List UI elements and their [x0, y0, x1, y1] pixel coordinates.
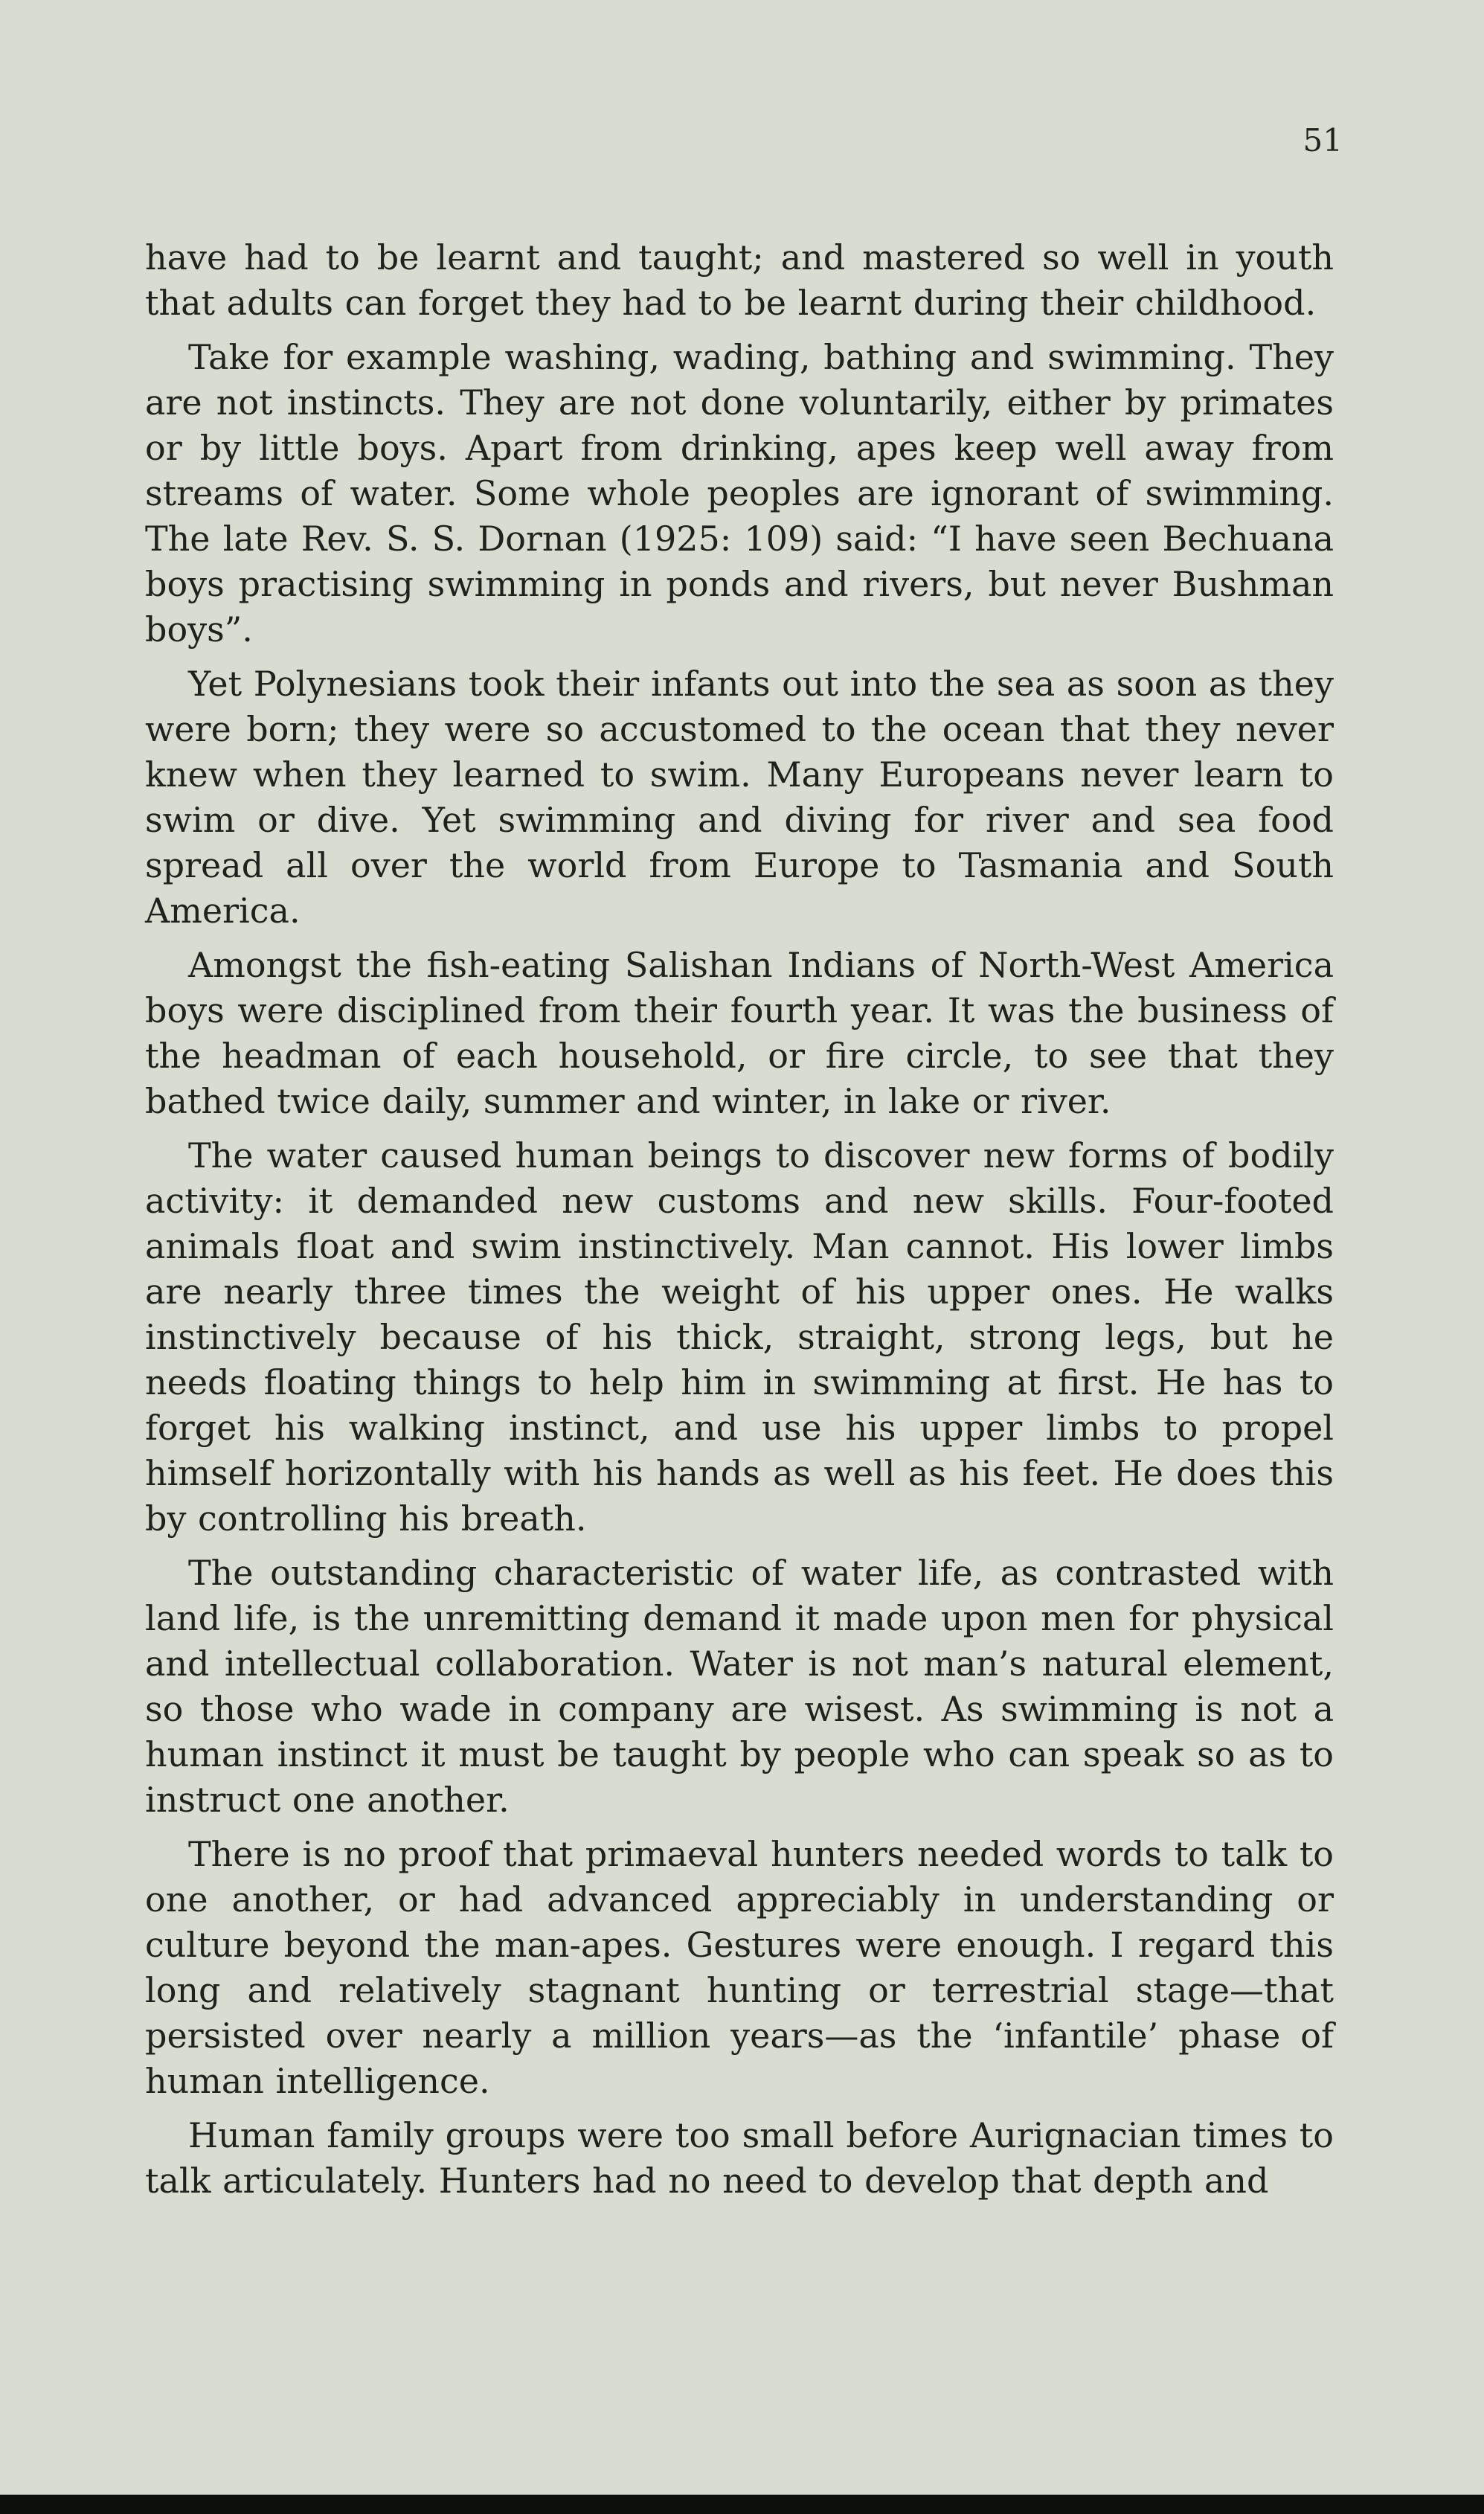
- paragraph: The water caused human beings to discover new forms of bodily activity: it demanded new customs and new skills. Four-footed animals float and swim instinctively. Man cannot. His lower limbs are nearly three times the weight of his upper ones. He walks instinctively because of his thick, straight, strong legs, but he needs floating things to help him in swimming at first. He has to forget his walking instinct, and use his upper limbs to propel himself horizontally with his hands as well as his feet. He does this by controlling his breath.: [145, 1135, 1334, 1539]
- paragraph: Human family groups were too small before Aurignacian times to talk articulately. Hunters had no need to develop that depth and: [145, 2115, 1334, 2201]
- paragraph: The outstanding characteristic of water life, as contrasted with land life, is the unremitting demand it made upon men for physical and intellectual collaboration. Water is not man’s natural element, so those who wade in company are wisest. As swimming is not a human instinct it must be taught by people who can speak so as to instruct one another.: [145, 1553, 1334, 1820]
- paragraph: Take for example washing, wading, bathing and swimming. They are not instincts. They are not done voluntarily, either by primates or by little boys. Apart from drinking, apes keep well away from streams of water. Some whole peoples are ignorant of swimming. The late Rev. S. S. Dornan (1925: 109) said: “I have seen Bechuana boys practising swimming in ponds and rivers, but never Bushman boys”.: [145, 337, 1334, 650]
- paragraph: Amongst the fish-eating Salishan Indians of North-West America boys were disciplined from their fourth year. It was the business of the headman of each household, or fire circle, to see that they bathed twice daily, summer and winter, in lake or river.: [145, 945, 1334, 1121]
- paragraph: have had to be learnt and taught; and mastered so well in youth that adults can forget they had to be learnt during their childhood.: [145, 237, 1334, 323]
- body-text: [145, 235, 1334, 2213]
- scan-edge-bar: [0, 2495, 1484, 2514]
- paragraph: Yet Polynesians took their infants out into the sea as soon as they were born; they were so accustomed to the ocean that they never knew when they learned to swim. Many Europeans never learn to swim or dive. Yet swimming and diving for river and sea food spread all over the world from Europe to Tasmania and South America.: [145, 664, 1334, 931]
- page-number: 51: [1302, 122, 1343, 158]
- paragraph: There is no proof that primaeval hunters needed words to talk to one another, or had advanced appreciably in understanding or culture beyond the man-apes. Gestures were enough. I regard this long and relatively stagnant hunting or terrestrial stage—that persisted over nearly a million years—as the ‘infantile’ phase of human intelligence.: [145, 1834, 1334, 2101]
